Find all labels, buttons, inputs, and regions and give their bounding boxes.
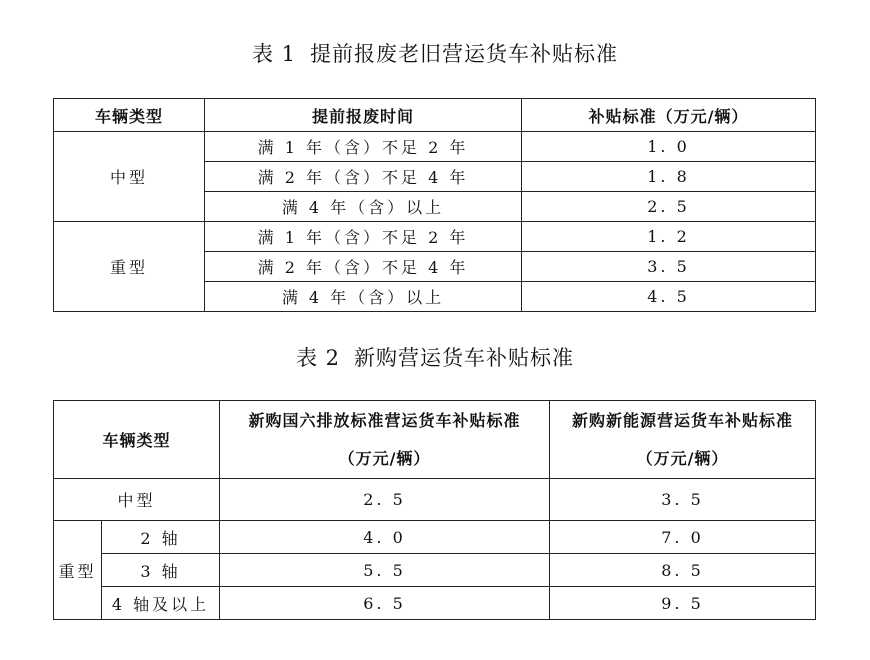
- value-cell: 2. 5: [220, 479, 550, 521]
- value-cell: 9. 5: [550, 587, 816, 620]
- header-unit: （万元/辆）: [636, 448, 729, 468]
- header-line: 新购新能源营运货车补贴标准: [572, 410, 794, 430]
- table-row: [54, 587, 816, 620]
- value-cell: 4. 0: [220, 521, 550, 554]
- table-row: [54, 479, 816, 521]
- vehicle-type-cell: 中型: [54, 479, 220, 521]
- vehicle-type-cell: 中型: [54, 132, 205, 222]
- column-header-vehicle-type: 车辆类型: [54, 99, 205, 132]
- axle-cell: 2 轴: [102, 521, 220, 554]
- column-header-scrap-period: 提前报废时间: [205, 99, 522, 132]
- subsidy-table-new-purchase: [53, 400, 816, 620]
- table-row: [54, 521, 816, 554]
- table1-caption-number: 表 1: [251, 42, 297, 66]
- table-header-row: [54, 401, 816, 479]
- subsidy-table-scrapping: [53, 98, 816, 312]
- column-header-new-energy-subsidy: [550, 401, 816, 479]
- table1-caption-title: 提前报废老旧营运货车补贴标准: [310, 42, 619, 66]
- period-cell: 满 2 年（含）不足 4 年: [205, 252, 522, 282]
- table1-caption: [0, 38, 870, 68]
- value-cell: 4. 5: [522, 282, 816, 312]
- header-unit: （万元/辆）: [338, 448, 431, 468]
- value-cell: 1. 8: [522, 162, 816, 192]
- value-cell: 3. 5: [522, 252, 816, 282]
- value-cell: 1. 0: [522, 132, 816, 162]
- period-cell: 满 4 年（含）以上: [205, 282, 522, 312]
- column-header-subsidy: 补贴标准（万元/辆）: [522, 99, 816, 132]
- vehicle-type-cell: 重型: [54, 222, 205, 312]
- table-header-row: [54, 99, 816, 132]
- column-header-vehicle-type: 车辆类型: [54, 401, 220, 479]
- value-cell: 6. 5: [220, 587, 550, 620]
- vehicle-type-cell: 重型: [54, 521, 102, 620]
- period-cell: 满 4 年（含）以上: [205, 192, 522, 222]
- header-line: 新购国六排放标准营运货车补贴标准: [248, 410, 521, 430]
- value-cell: 8. 5: [550, 554, 816, 587]
- table2-caption-title: 新购营运货车补贴标准: [354, 346, 575, 370]
- column-header-guo6-subsidy: [220, 401, 550, 479]
- table-row: [54, 222, 816, 252]
- table-row: [54, 554, 816, 587]
- table2-caption-number: 表 2: [295, 346, 341, 370]
- table2-caption: [0, 342, 870, 372]
- axle-cell: 4 轴及以上: [102, 587, 220, 620]
- table-row: [54, 132, 816, 162]
- value-cell: 2. 5: [522, 192, 816, 222]
- axle-cell: 3 轴: [102, 554, 220, 587]
- value-cell: 3. 5: [550, 479, 816, 521]
- value-cell: 5. 5: [220, 554, 550, 587]
- period-cell: 满 1 年（含）不足 2 年: [205, 132, 522, 162]
- value-cell: 1. 2: [522, 222, 816, 252]
- value-cell: 7. 0: [550, 521, 816, 554]
- period-cell: 满 2 年（含）不足 4 年: [205, 162, 522, 192]
- period-cell: 满 1 年（含）不足 2 年: [205, 222, 522, 252]
